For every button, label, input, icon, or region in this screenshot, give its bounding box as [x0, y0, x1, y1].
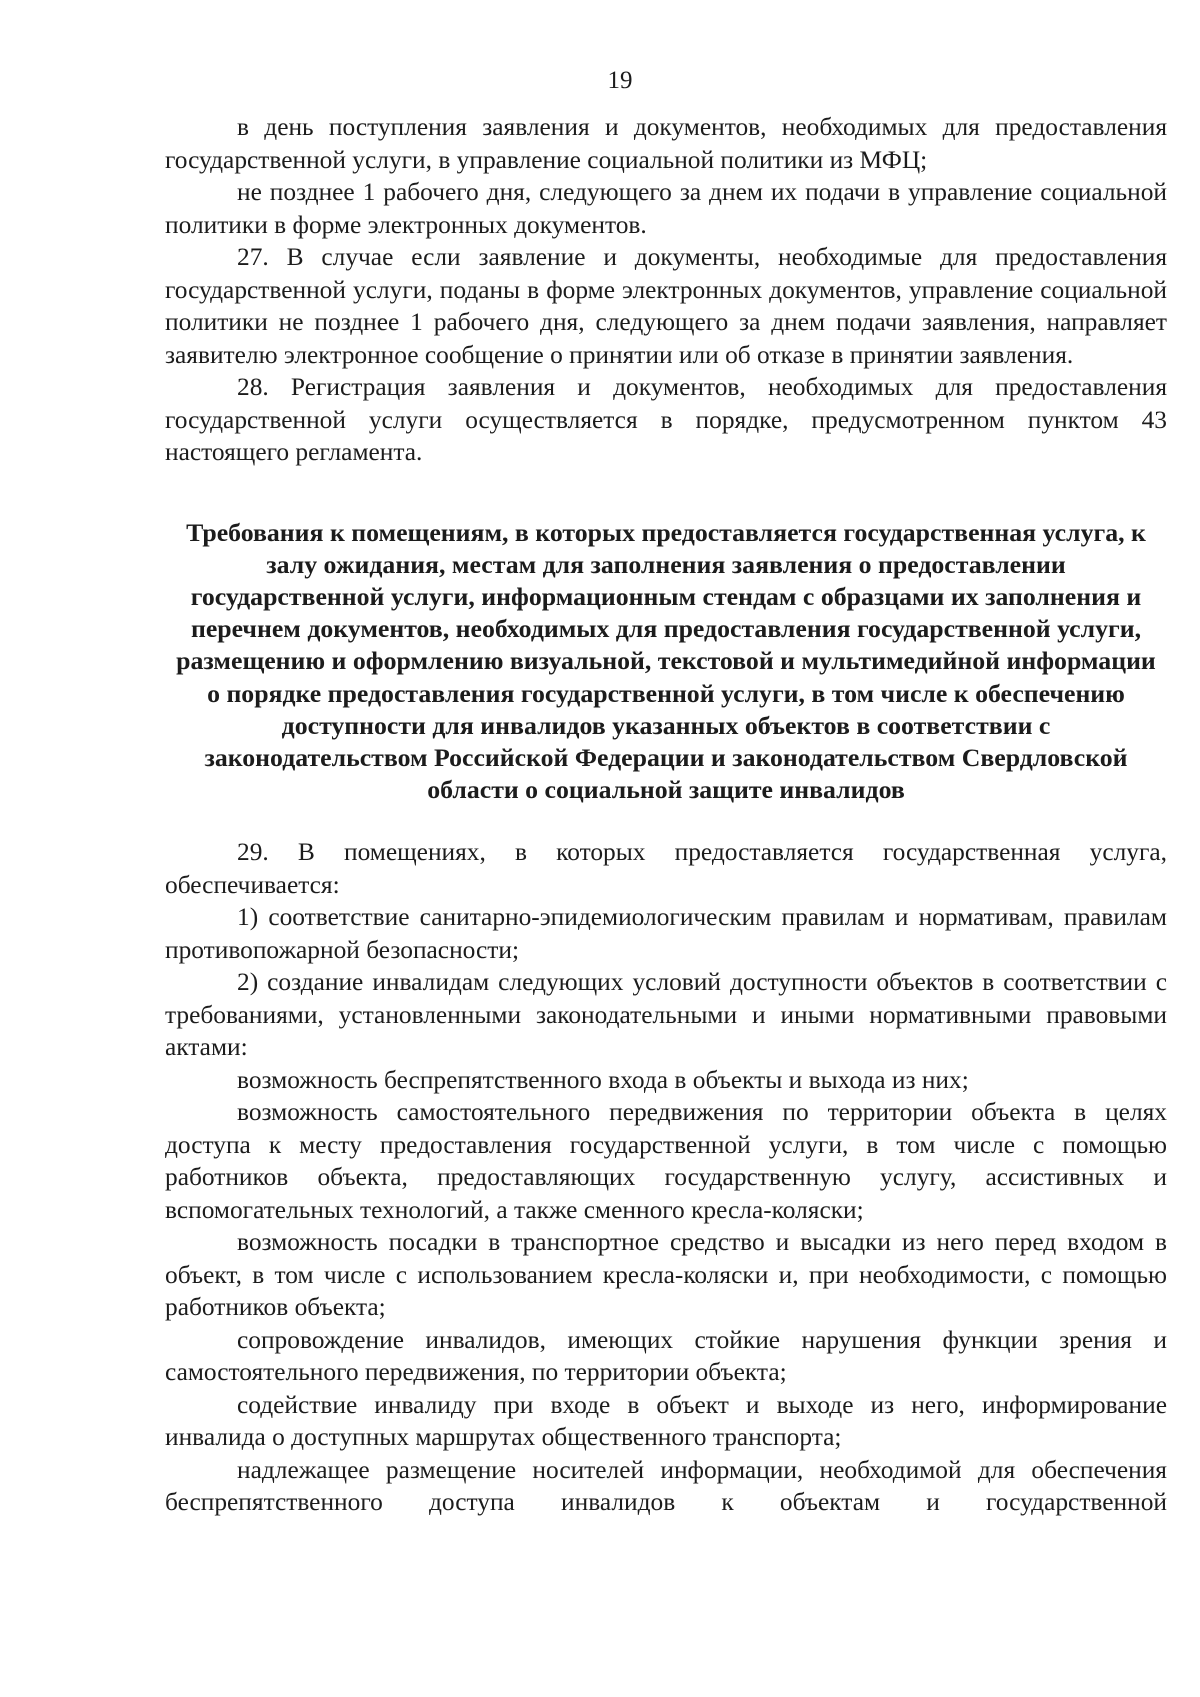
document-body [165, 111, 1167, 1519]
paragraph-item-27: 27. В случае если заявление и документы, необходимые для предоставления государственной услуги, поданы в форме электронных документов, управление социальной политики не позднее 1 рабочего дня, следующего за днем подачи заявления, направляет заявителю электронное сообщение о принятии или об отказе в принятии заявления. [165, 243, 1167, 369]
paragraph-mfc-transfer: в день поступления заявления и документов, необходимых для предоставления государственной услуги, в управление социальной политики из МФЦ; [165, 113, 1167, 174]
section-heading: Требования к помещениям, в которых предоставляется государственная услуга, к залу ожидания, местам для заполнения заявления о предоставлении государственной услуги, информационным стендам с образцами их заполнения и перечнем документов, необходимых для предоставления государственной услуги, размещению и оформлению визуальной, текстовой и мультимедийной информации о порядке предоставления государственной услуги, в том числе к обеспечению доступности для инвалидов указанных объектов в соответствии с законодательством Российской Федерации и законодательством Свердловской области о социальной защите инвалидов [176, 517, 1156, 805]
paragraph-subitem-2: 2) создание инвалидам следующих условий доступности объектов в соответствии с требованиями, установленными законодательными и иными нормативными правовыми актами: [165, 968, 1167, 1062]
paragraph-vehicle-boarding: возможность посадки в транспортное средство и высадки из него перед входом в объект, в том числе с использованием кресла-коляски и, при необходимости, с помощью работников объекта; [165, 1228, 1167, 1322]
paragraph-free-entry: возможность беспрепятственного входа в объекты и выхода из них; [237, 1065, 969, 1094]
paragraph-item-29: 29. В помещениях, в которых предоставляется государственная услуга, обеспечивается: [165, 838, 1167, 899]
page-number: 19 [607, 67, 633, 94]
paragraph-assistance: содействие инвалиду при входе в объект и выходе из него, информирование инвалида о доступных маршрутах общественного транспорта; [165, 1390, 1167, 1452]
paragraph-subitem-1: 1) соответствие санитарно-эпидемиологическим правилам и нормативам, правилам противопожарной безопасности; [165, 903, 1167, 964]
paragraph-independent-movement: возможность самостоятельного передвижения по территории объекта в целях доступа к месту предоставления государственной услуги, в том числе с помощью работников объекта, предоставляющих государственную услугу, ассистивных и вспомогательных технологий, а также сменного кресла-коляски; [165, 1098, 1167, 1224]
paragraph-escort: сопровождение инвалидов, имеющих стойкие нарушения функции зрения и самостоятельного передвижения, по территории объекта; [165, 1325, 1167, 1387]
paragraph-electronic-deadline: не позднее 1 рабочего дня, следующего за днем их подачи в управление социальной политики в форме электронных документов. [165, 178, 1167, 239]
paragraph-item-28: 28. Регистрация заявления и документов, необходимых для предоставления государственной услуги осуществляется в порядке, предусмотренном пунктом 43 настоящего регламента. [165, 373, 1167, 466]
paragraph-information-placement: надлежащее размещение носителей информации, необходимой для обеспечения беспрепятственного доступа инвалидов к объектам и государственной [165, 1455, 1167, 1517]
